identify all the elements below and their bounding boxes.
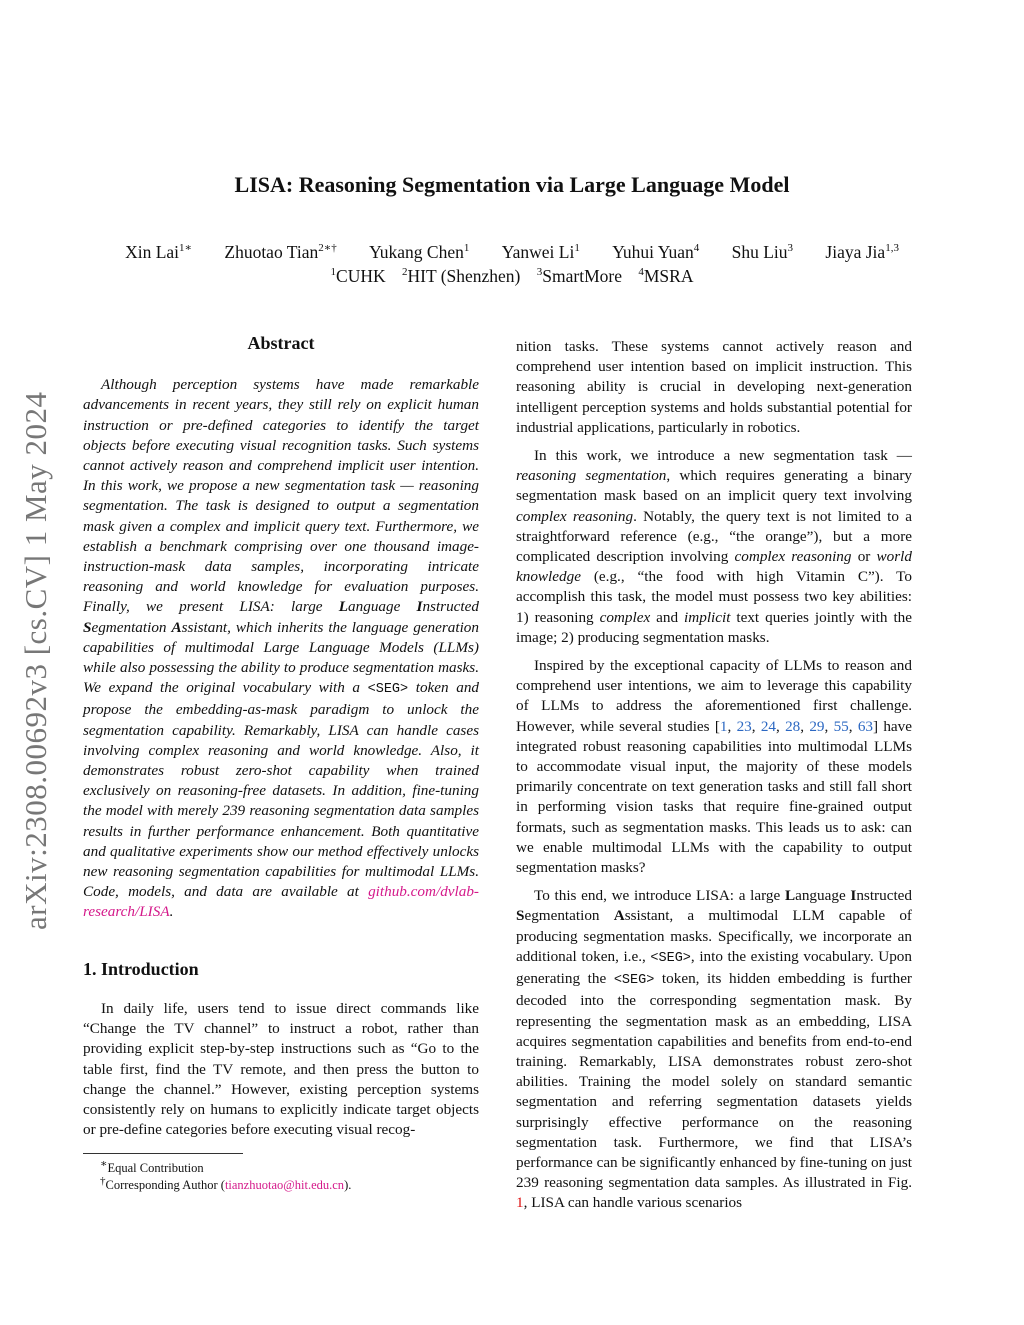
body-paragraph: nition tasks. These systems cannot actively reason and comprehend user intention based on implicit instruction. This reasoning ability is crucial in developing next-generation intelligent perception systems and holds substantial potential for industrial applications, particularly in robotics. (516, 338, 912, 436)
abstract-text: Although perception systems have made remarkable advancements in recent years, they still rely on explicit human instruction or pre-defined categories to identify the target objects before executing visual recognition tasks. Such systems cannot actively reason and comprehend implicit user intention. In this work, we propose a new segmentation task — reasoning segmentation. The task is designed to output a segmentation mask given a complex and implicit query text. Furthermore, we establish a benchmark comprising over one thousand image-instruction-mask data samples, incorporating intricate reasoning and world knowledge for evaluation purposes. Finally, we present LISA: large Language Instructed Segmentation Assistant, which inherits the language generation capabilities of multimodal Large Language Models (LLMs) while also possessing the ability to produce segmentation masks. We expand the original vocabulary with a <SEG> token and propose the embedding-as-mask paradigm to unlock the segmentation capability. Remarkably, LISA can handle cases involving complex reasoning and world knowledge. Also, it demonstrates robust zero-shot capability when trained exclusively on reasoning-free datasets. In addition, fine-tuning the model with merely 239 reasoning segmentation data samples results in further performance enhancement. Both quantitative and qualitative experiments show our method effectively unlocks new reasoning segmentation capabilities for multimodal LLMs. Code, models, and data are available at github.com/dvlab-research/LISA. (83, 376, 480, 921)
section-heading: 1. Introduction (83, 958, 199, 979)
affiliation: $^2$HIT (Shenzhen) (401, 266, 521, 286)
seg-token: <SEG> (650, 950, 691, 966)
footnote-equal: ∗Equal Contribution (100, 1157, 204, 1175)
paper-title: LISA: Reasoning Segmentation via Large Language Model (234, 172, 790, 197)
citation-link[interactable]: 1 (719, 717, 728, 735)
citation-link[interactable]: 55 (833, 717, 849, 735)
affiliation-list (0, 264, 1024, 288)
seg-token: <SEG> (367, 682, 409, 698)
author-list (0, 240, 1024, 264)
body-paragraph: Inspired by the exceptional capacity of LLMs to reason and comprehend user intentions, we aim to leverage this capability of LLMs to address the aforementioned first challenge. However, while several studies [1, 23, 24, 28, 29, 55, 63] have integrated robust reasoning capabilities into multimodal LLMs to accommodate visual input, the majority of these models primarily concentrate on text generation tasks and still fall short in performing vision tasks that require fine-grained output formats, such as segmentation masks. This leads us to ask: can we enable multimodal LLMs with the capability to output segmentation masks? (516, 657, 912, 877)
email-link[interactable]: tianzhuotao@hit.edu.cn (224, 1178, 345, 1192)
left-column (83, 333, 479, 1148)
author: Yukang Chen$^1$ (369, 242, 470, 262)
author: Yuhui Yuan$^4$ (612, 242, 700, 262)
citation-link[interactable]: 24 (760, 717, 776, 735)
affiliation: $^3$SmartMore (536, 266, 622, 286)
intro-paragraph: In daily life, users tend to issue direct commands like “Change the TV channel” to instruct a robot, rather than providing explicit step-by-step instructions such as “Go to the table first, find the TV remote, and then press the button to change the channel.” However, existing perception systems consistently rely on humans to explicitly indicate target objects or pre-define categories before executing visual recog- (83, 999, 479, 1139)
abstract-heading: Abstract (247, 333, 315, 353)
footnotes (100, 1157, 352, 1194)
affiliation: $^4$MSRA (638, 266, 694, 286)
citation-link[interactable]: 63 (857, 717, 873, 735)
body-paragraph: To this end, we introduce LISA: a large Language Instructed Segmentation Assistant, a multimodal LLM capable of producing segmentation masks. Specifically, we incorporate an additional token, i.e., <SEG>, into the existing vocabulary. Upon generating the <SEG> token, its hidden embedding is further decoded into the corresponding segmentation mask. By representing the segmentation mask as an embedding, LISA acquires segmentation capabilities and benefits from end-to-end training. Remarkably, LISA demonstrates robust zero-shot abilities. Training the model solely on standard semantic segmentation and referring segmentation datasets yields surprisingly effective performance on the reasoning segmentation task. Furthermore, we find that LISA’s performance can be significantly enhanced by fine-tuning on just 239 reasoning segmentation data samples. As illustrated in Fig. 1, LISA can handle various scenarios (516, 887, 912, 1212)
figure-reference-link[interactable]: 1 (516, 1194, 524, 1212)
body-paragraph: In this work, we introduce a new segmentation task — reasoning segmentation, which requires generating a binary segmentation mask based on an implicit query text involving complex reasoning. Notably, the query text is not limited to a straightforward reference (e.g., “the orange”), but a more complicated description involving complex reasoning or world knowledge (e.g., “the food with high Vitamin C”). To accomplish this task, the model must possess two key abilities: 1) reasoning complex and implicit text queries jointly with the image; 2) producing segmentation masks. (516, 447, 913, 646)
author: Jiaya Jia$^{1,3}$ (825, 242, 899, 262)
author: Yanwei Li$^1$ (501, 242, 580, 262)
seg-token: <SEG> (613, 973, 655, 989)
citation-link[interactable]: 28 (785, 717, 801, 735)
code-link[interactable]: github.com/dvlab-research/LISA (83, 883, 479, 921)
author: Xin Lai$^{1∗}$ (125, 242, 192, 262)
right-column (516, 337, 912, 1222)
footnote-corresponding: †Corresponding Author (tianzhuotao@hit.edu.cn). (100, 1174, 352, 1192)
citation-link[interactable]: 29 (809, 717, 825, 735)
author: Zhuotao Tian$^{2∗\dagger}$ (224, 242, 337, 262)
author: Shu Liu$^3$ (731, 242, 794, 262)
citation-link[interactable]: 23 (736, 717, 752, 735)
arxiv-identifier: arXiv:2308.00692v3 [cs.CV] 1 May 2024 (18, 391, 53, 930)
affiliation: $^1$CUHK (330, 266, 386, 286)
footnote-divider (83, 1153, 243, 1154)
author-block (0, 240, 1024, 288)
